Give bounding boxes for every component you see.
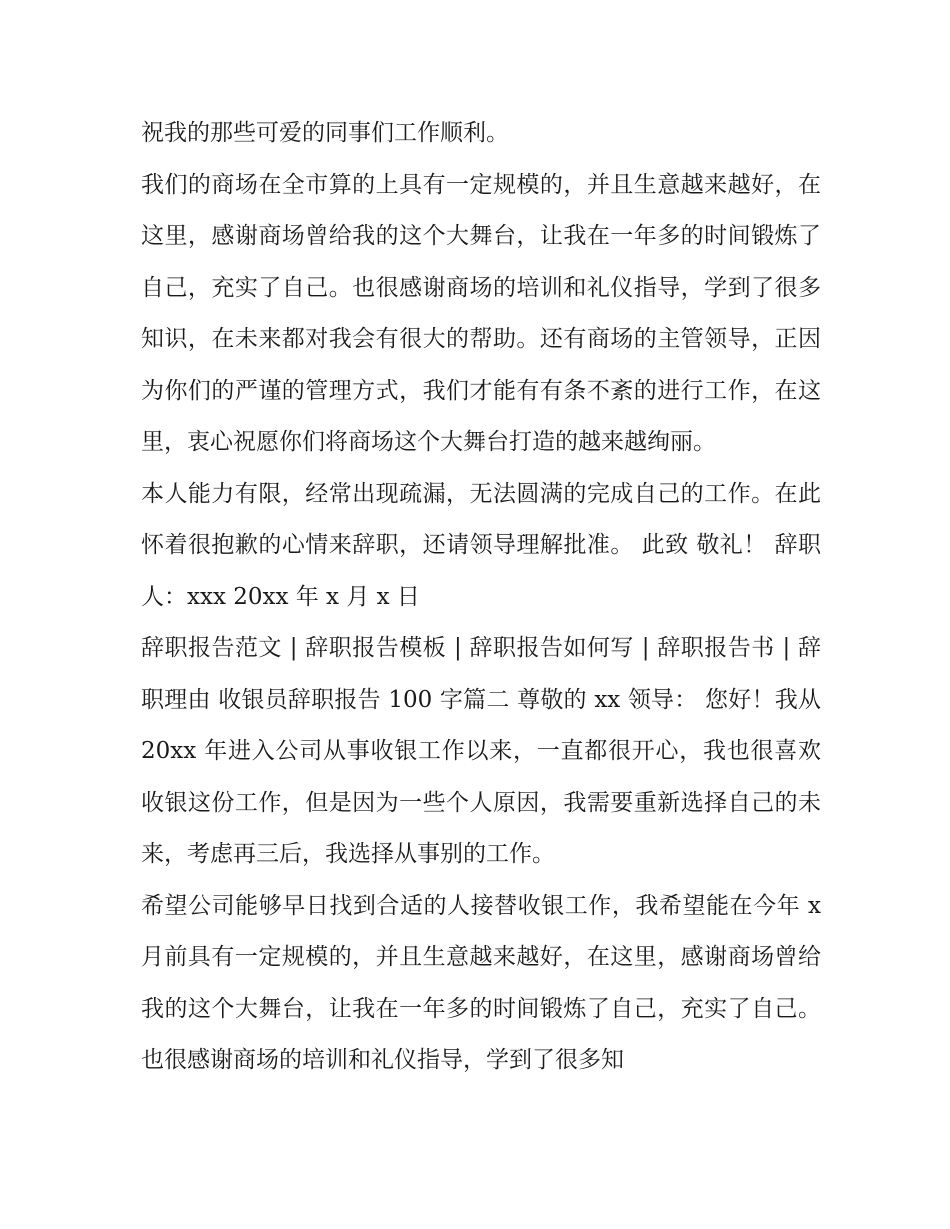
paragraph-mall-thanks: 我们的商场在全市算的上具有一定规模的，并且生意越来越好，在这里，感谢商场曾给我的这个大舞台，让我在一年多的时间锻炼了自己，充实了自己。也很感谢商场的培训和礼仪指导，学到了很多知识，在未来都对我会有很大的帮助。还有商场的主管领导，正因为你们的严谨的管理方式，我们才能有有条不紊的进行工作，在这里，衷心祝愿你们将商场这个大舞台打造的越来越绚丽。 [141,171,821,455]
paragraph-replacement-hope: 希望公司能够早日找到合适的人接替收银工作，我希望能在今年 x 月前具有一定规模的，并且生意越来越好，在这里，感谢商场曾给我的这个大舞台，让我在一年多的时间锻炼了自己，充实了自己。也很感谢商场的培训和礼仪指导，学到了很多知 [141,892,821,1073]
paragraph-closing-wish: 祝我的那些可爱的同事们工作顺利。 [141,120,509,146]
paragraph-cashier-report: 辞职报告范文 | 辞职报告模板 | 辞职报告如何写 | 辞职报告书 | 辞职理由 收银员辞职报告 100 字篇二 尊敬的 xx 领导： 您好！我从 20xx 年进入公司从事收银工作以来，一直都很开心，我也很喜欢收银这份工作，但是因为一些个人原因，我需要重新选择自己的未来，考虑再三后，我选择从事别的工作。 [141,635,821,867]
paragraph-resignation-signoff: 本人能力有限，经常出现疏漏，无法圆满的完成自己的工作。在此怀着很抱歉的心情来辞职，还请领导理解批准。 此致 敬礼！ 辞职人：xxx 20xx 年 x 月 x 日 [141,480,821,610]
document-body [141,108,821,1087]
